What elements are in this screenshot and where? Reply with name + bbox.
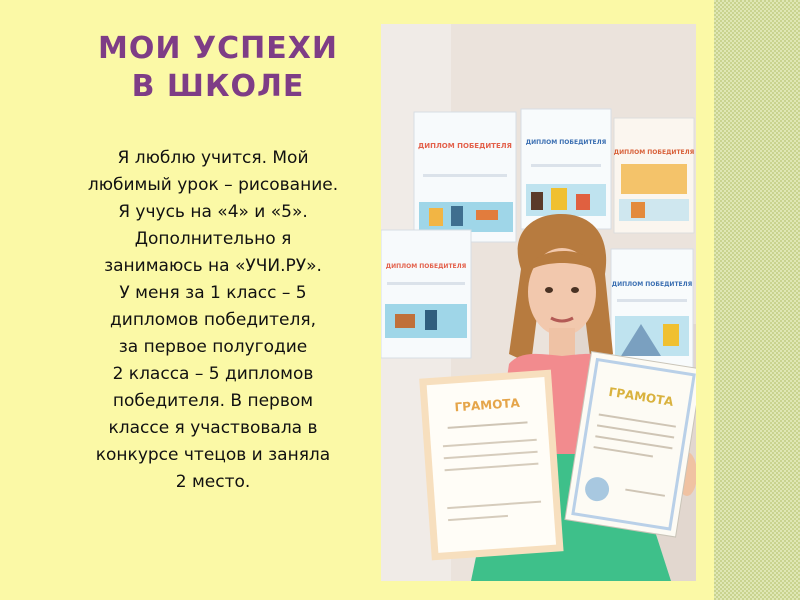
body-line: Я люблю учится. Мой [117,148,309,168]
body-line: У меня за 1 класс – 5 [119,283,307,303]
body-text [52,145,374,496]
diploma-title: ДИПЛОМ ПОБЕДИТЕЛЯ [385,263,467,270]
body-line: конкурсе чтецов и заняла [95,445,331,465]
slide-title [48,30,388,106]
certificate-title: ГРАМОТА [607,384,675,409]
diploma-1 [414,112,516,242]
photo-illustration [381,24,696,581]
body-line: любимый урок – рисование. [87,175,339,195]
body-line: 2 класса – 5 дипломов [112,364,314,384]
title-line-1: МОИ УСПЕХИ [98,31,338,66]
body-line: победителя. В первом [112,391,314,411]
diploma-3 [614,118,695,233]
certificate-left [419,370,563,561]
photo [381,24,696,581]
body-line: занимаюсь на «УЧИ.РУ». [104,256,322,276]
body-line: классе я участвовала в [108,418,318,438]
diploma-2 [521,109,611,229]
body-line: 2 место. [175,472,251,492]
body-line: Я учусь на «4» и «5». [118,202,308,222]
body-line: Дополнительно я [134,229,292,249]
body-line: за первое полугодие [118,337,308,357]
diploma-title: ДИПЛОМ ПОБЕДИТЕЛЯ [611,281,693,288]
body-line: дипломов победителя, [110,310,316,330]
decorative-stripe [714,0,800,600]
diploma-4 [381,230,471,358]
title-line-2: В ШКОЛЕ [131,69,305,104]
diploma-5 [611,249,693,369]
diploma-title: ДИПЛОМ ПОБЕДИТЕЛЯ [418,142,512,150]
diploma-title: ДИПЛОМ ПОБЕДИТЕЛЯ [525,139,607,146]
diploma-title: ДИПЛОМ ПОБЕДИТЕЛЯ [613,149,695,156]
certificate-title: ГРАМОТА [454,395,521,415]
